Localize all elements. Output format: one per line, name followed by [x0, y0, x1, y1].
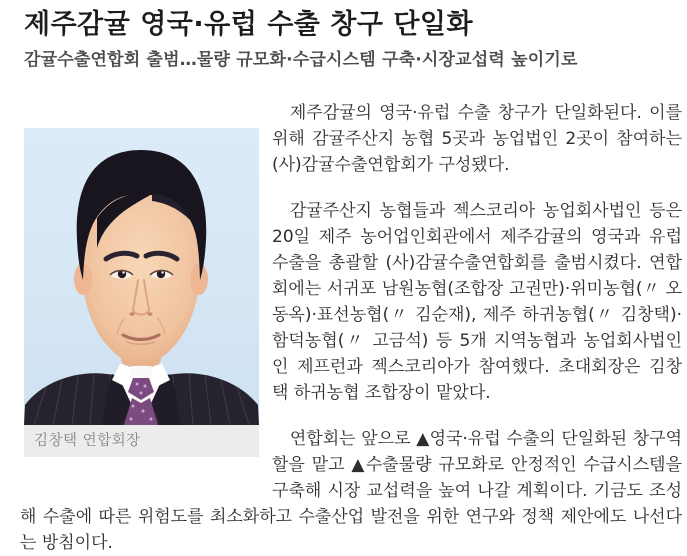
paragraph-2: 감귤주산지 농협들과 젝스코리아 농업회사법인 등은 20일 제주 농어업인회관에서 제주감귤의 영국과 유럽 수출을 총괄할 (사)감귤수출연합회를 출범시켰다. 연합회에는 서귀포 남원농협(조합장 고권만)·위미농협(〃 오동옥)·표선농협(〃 김순재), 제주 하귀농협(〃 김창택)·함덕농협(〃 고금석) 등 5개 지역농협과 농업회사법인인 제프런과 젝스코리아가 참여했다. 초대회장은 김창택 하귀농협 조합장이 맡았다. [272, 201, 682, 403]
portrait-illustration [24, 128, 259, 425]
paragraph-3: 연합회는 앞으로 ▲영국·유럽 수출의 단일화된 창구역할을 맡고 ▲수출물량 규모화로 안정적인 수급시스템을 구축해 시장 교섭력을 높여 나갈 계획이다. 기금도 조성해 수출에 따른 위험도를 최소화하고 수출산업 발전을 위한 연구와 정책 제안에도 나선다는 방침이다. [20, 429, 682, 553]
article-header [0, 0, 687, 72]
portrait-photo [24, 128, 259, 425]
article-body [20, 100, 682, 556]
article-subtitle: 감귤수출연합회 출범…물량 규모화·수급시스템 구축·시장교섭력 높이기로 [24, 50, 578, 70]
article-headline: 제주감귤 영국·유럽 수출 창구 단일화 [24, 9, 474, 40]
paragraph-1: 제주감귤의 영국·유럽 수출 창구가 단일화된다. 이를 위해 감귤주산지 농협 5곳과 농업법인 2곳이 참여하는 (사)감귤수출연합회가 구성됐다. [272, 103, 682, 175]
photo-figure [24, 128, 259, 457]
photo-caption: 김창택 연합회장 [24, 425, 259, 457]
